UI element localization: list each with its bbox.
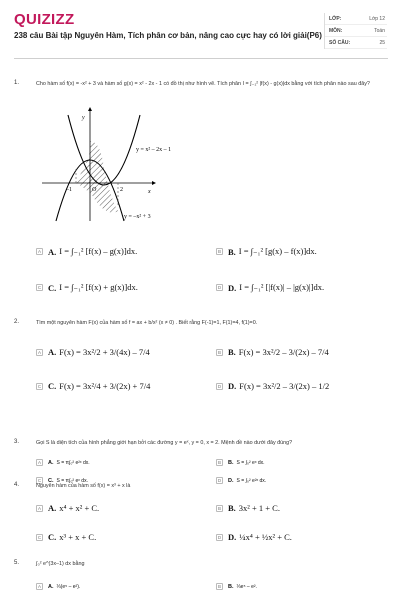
option-box: D xyxy=(217,285,222,290)
option-label: B. xyxy=(228,503,236,513)
option-label: D. xyxy=(228,532,237,542)
option-text: S = π∫₀² eˣ dx. xyxy=(56,477,88,484)
option-box: B xyxy=(217,584,221,589)
curve-g-label: y = x² – 2x – 1 xyxy=(136,147,172,153)
option-label: C. xyxy=(48,381,57,391)
meta-value: Toán xyxy=(374,27,385,34)
document-title: 238 câu Bài tập Nguyên Hàm, Tích phân cơ bản, nâng cao cực hay có lời giải(P6) xyxy=(14,31,322,40)
option-label: D. xyxy=(228,477,234,484)
option-label: D. xyxy=(228,282,237,293)
question-number: 1. xyxy=(14,80,20,86)
option-text: I = ∫₋₁² [g(x) – f(x)]dx. xyxy=(238,246,317,256)
option-text: F(x) = 3x²/2 + 3/(4x) – 7/4 xyxy=(59,347,150,357)
option-box: A xyxy=(37,249,41,254)
option-text: 3x² + 1 + C. xyxy=(238,503,280,513)
question-number: 2. xyxy=(14,319,20,325)
option-label: A. xyxy=(48,246,57,257)
option-box: C xyxy=(37,383,42,389)
question-2 xyxy=(14,319,390,329)
origin-label: O xyxy=(92,187,97,193)
logo: QUIZIZZ xyxy=(14,11,75,28)
meta-row-subject xyxy=(325,25,387,37)
option-2c[interactable] xyxy=(36,381,150,391)
option-label: B. xyxy=(228,583,234,590)
question-number: 5. xyxy=(14,560,20,566)
option-3a[interactable] xyxy=(36,459,90,466)
option-label: B. xyxy=(228,459,234,466)
question-text: Cho hàm số f(x) = -x² + 3 và hàm số g(x) = x² - 2x - 1 có đồ thị như hình vẽ. Tích phân I = ∫₋₁² |f(x) - g(x)|dx bằng với tích phân nào sau đây? xyxy=(36,81,370,87)
option-box: D xyxy=(217,478,222,483)
header-divider xyxy=(14,58,388,59)
meta-value: 25 xyxy=(379,39,385,46)
option-label: C. xyxy=(48,477,54,484)
option-text: ⅓(e⁵ – e²). xyxy=(56,583,81,590)
option-text: S = ∫₀² e²ˣ dx. xyxy=(236,477,267,484)
option-4d[interactable] xyxy=(216,532,292,542)
option-label: C. xyxy=(48,282,57,293)
option-box: B xyxy=(217,249,221,254)
option-5b[interactable] xyxy=(216,583,257,590)
question-text: Nguyên hàm của hàm số f(x) = x³ + x là xyxy=(36,483,131,489)
x-axis-arrow xyxy=(152,181,156,185)
option-text: I = ∫₋₁² [f(x) + g(x)]dx. xyxy=(59,282,138,292)
option-text: F(x) = 3x²/2 – 3/(2x) – 1/2 xyxy=(239,381,330,391)
option-label: D. xyxy=(228,381,237,391)
option-text: I = ∫₋₁² [f(x) – g(x)]dx. xyxy=(59,246,138,256)
option-text: ¼x⁴ + ½x² + C. xyxy=(239,532,292,542)
option-box: A xyxy=(37,505,41,511)
meta-row-class xyxy=(325,13,387,25)
meta-key: MÔN: xyxy=(329,27,343,34)
hatched-region xyxy=(76,141,118,213)
option-text: I = ∫₋₁² [|f(x)| – |g(x)|]dx. xyxy=(239,282,325,292)
curve-f-label: y = –x² + 3 xyxy=(124,214,151,220)
option-box: C xyxy=(37,285,42,290)
option-4a[interactable] xyxy=(36,503,99,513)
option-1c[interactable] xyxy=(36,282,138,293)
option-text: ⅓e⁵ – e². xyxy=(236,583,257,590)
option-box: C xyxy=(37,478,42,483)
option-box: A xyxy=(37,460,41,465)
y-axis-arrow xyxy=(88,107,92,111)
option-box: A xyxy=(37,584,41,589)
meta-key: SỐ CÂU: xyxy=(329,39,351,46)
option-label: C. xyxy=(48,532,57,542)
option-label: B. xyxy=(228,347,236,357)
function-graph xyxy=(36,105,186,223)
option-box: A xyxy=(37,349,41,355)
question-4 xyxy=(14,482,390,492)
option-label: A. xyxy=(48,459,54,466)
y-axis-label: y xyxy=(82,115,85,121)
option-text: S = ∫₀² eˣ dx. xyxy=(236,459,265,466)
question-number: 3. xyxy=(14,439,20,445)
option-box: D xyxy=(217,534,222,540)
option-box: B xyxy=(217,505,221,511)
option-2b[interactable] xyxy=(216,347,329,357)
option-4b[interactable] xyxy=(216,503,280,513)
option-text: F(x) = 3x²/4 + 3/(2x) + 7/4 xyxy=(59,381,151,391)
question-5 xyxy=(14,560,390,570)
question-text: Tìm một nguyên hàm F(x) của hàm số f = ax + b/x² (x ≠ 0) . Biết rằng F(-1)=1, F(1)=4, f(1)=0. xyxy=(36,320,258,326)
option-box: B xyxy=(217,349,221,355)
meta-row-count xyxy=(325,37,387,49)
option-1b[interactable] xyxy=(216,246,317,257)
question-text: ∫₀² e^(3x–1) dx bằng xyxy=(36,561,85,567)
option-label: A. xyxy=(48,503,57,513)
option-box: D xyxy=(217,383,222,389)
question-text: Gọi S là diện tích của hình phẳng giới hạn bởi các đường y = eˣ, y = 0, x = 2. Mệnh đề nào dưới đây đúng? xyxy=(36,440,293,446)
option-text: F(x) = 3x²/2 – 3/(2x) – 7/4 xyxy=(238,347,329,357)
option-2d[interactable] xyxy=(216,381,329,391)
option-1a[interactable] xyxy=(36,246,137,257)
option-text: S = π∫₀² e²ˣ dx. xyxy=(56,459,90,466)
option-box: C xyxy=(37,534,42,540)
tick-left-label: –1 xyxy=(66,187,72,193)
question-3 xyxy=(14,439,390,449)
x-axis-label: x xyxy=(148,189,151,195)
option-label: A. xyxy=(48,347,57,357)
option-label: A. xyxy=(48,583,54,590)
option-5a[interactable] xyxy=(36,583,80,590)
tick-right-label: 2 xyxy=(120,187,123,193)
question-number: 4. xyxy=(14,482,20,488)
meta-panel xyxy=(324,13,387,49)
option-text: x³ + x + C. xyxy=(59,532,97,542)
option-box: B xyxy=(217,460,221,465)
option-2a[interactable] xyxy=(36,347,150,357)
option-3b[interactable] xyxy=(216,459,265,466)
meta-value: Lớp 12 xyxy=(369,15,385,22)
option-1d[interactable] xyxy=(216,282,324,293)
option-label: B. xyxy=(228,246,236,257)
option-text: x⁴ + x² + C. xyxy=(59,503,100,513)
question-1 xyxy=(14,80,390,100)
meta-key: LỚP: xyxy=(329,15,342,22)
option-4c[interactable] xyxy=(36,532,96,542)
